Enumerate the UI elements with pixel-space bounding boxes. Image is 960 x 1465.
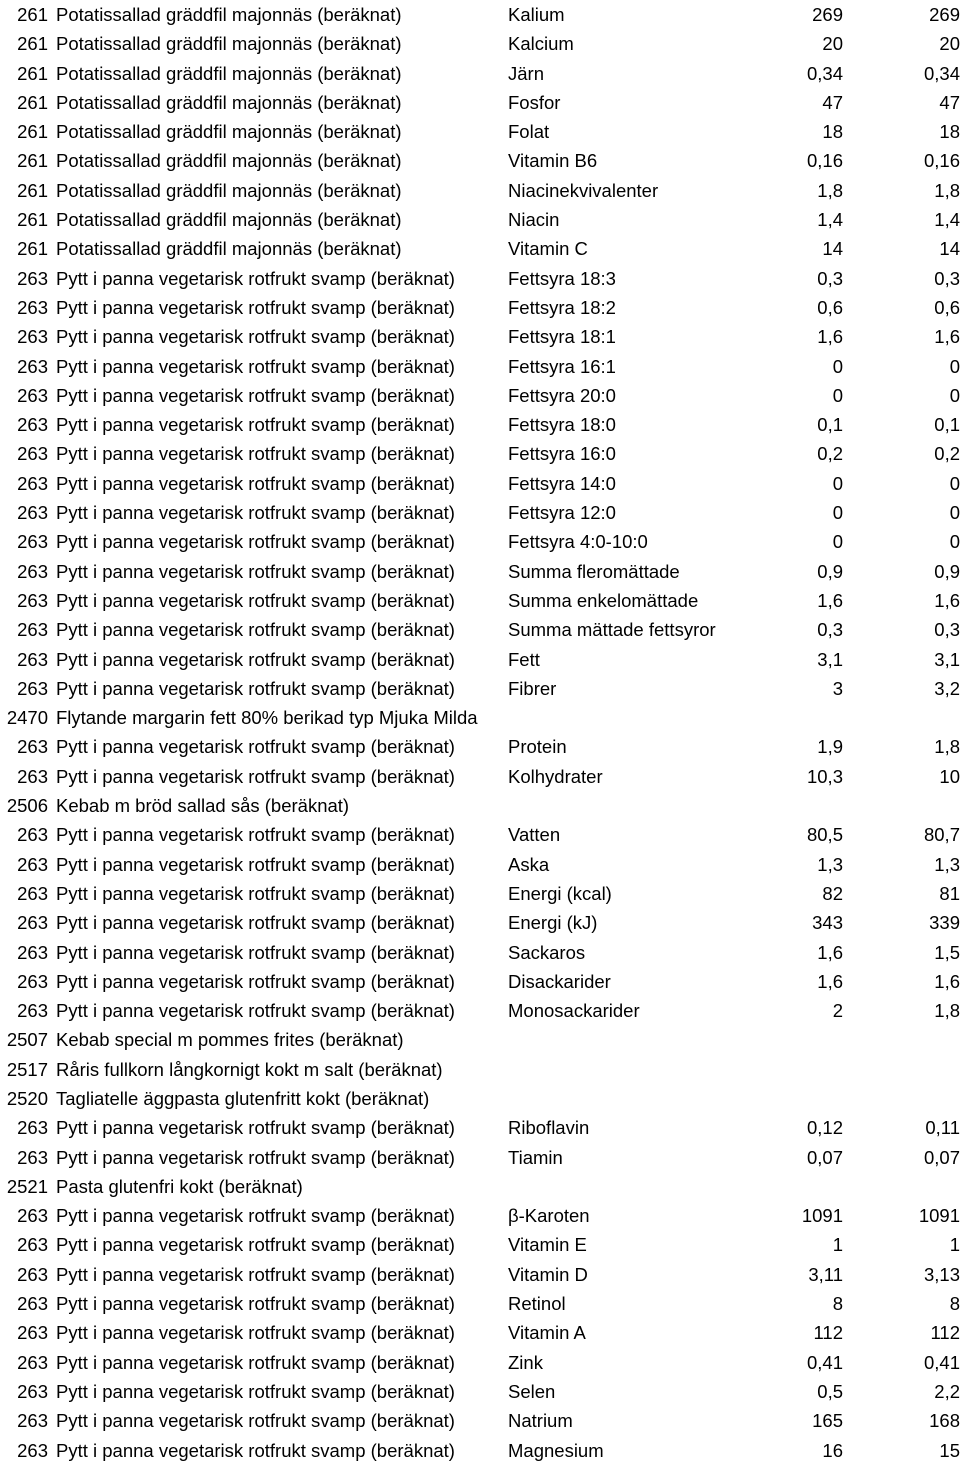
food-code-cell: 261 — [17, 150, 48, 172]
nutrient-name-cell: Vitamin B6 — [508, 150, 598, 172]
value-1-cell: 0,9 — [817, 560, 843, 582]
value-1-cell: 0 — [832, 384, 843, 406]
food-name-cell: Potatissallad gräddfil majonnäs (beräknat) — [56, 209, 402, 231]
value-2-cell: 0,07 — [923, 1146, 960, 1168]
value-2-cell: 3,1 — [934, 648, 960, 670]
food-code-cell: 263 — [17, 589, 48, 611]
food-code-cell: 261 — [17, 209, 48, 231]
table-row — [0, 322, 960, 351]
value-2-cell: 0 — [949, 502, 960, 524]
value-1-cell: 8 — [832, 1293, 843, 1315]
food-code-cell: 263 — [17, 414, 48, 436]
table-row — [0, 205, 960, 234]
value-1-cell: 112 — [813, 1322, 843, 1344]
value-1-cell: 0,12 — [806, 1117, 843, 1139]
value-2-cell: 3,2 — [934, 677, 960, 699]
value-2-cell: 1,8 — [934, 1000, 960, 1022]
table-row — [0, 1055, 960, 1084]
food-code-cell: 263 — [17, 1410, 48, 1432]
food-code-cell: 263 — [17, 1322, 48, 1344]
table-row — [0, 439, 960, 468]
value-1-cell: 165 — [812, 1410, 843, 1432]
value-1-cell: 82 — [822, 882, 843, 904]
value-2-cell: 0,11 — [925, 1117, 960, 1139]
table-row — [0, 410, 960, 439]
food-name-cell: Råris fullkorn långkornigt kokt m salt (beräknat) — [56, 1058, 443, 1080]
nutrient-name-cell: Fett — [508, 648, 540, 670]
food-name-cell: Pytt i panna vegetarisk rotfrukt svamp (beräknat) — [56, 1380, 455, 1402]
value-1-cell: 1,3 — [817, 853, 843, 875]
food-code-cell: 263 — [17, 882, 48, 904]
value-1-cell: 0,6 — [817, 296, 843, 318]
value-2-cell: 1,6 — [934, 326, 960, 348]
value-1-cell: 1,6 — [817, 970, 843, 992]
nutrient-name-cell: Fettsyra 16:1 — [508, 355, 616, 377]
table-row — [0, 1172, 960, 1201]
value-1-cell: 2 — [832, 1000, 843, 1022]
food-code-cell: 263 — [17, 677, 48, 699]
value-2-cell: 18 — [939, 121, 960, 143]
nutrient-name-cell: Natrium — [508, 1410, 573, 1432]
value-1-cell: 16 — [822, 1439, 843, 1461]
table-row — [0, 234, 960, 263]
table-row — [0, 996, 960, 1025]
table-row — [0, 1406, 960, 1435]
food-name-cell: Pytt i panna vegetarisk rotfrukt svamp (beräknat) — [56, 912, 455, 934]
nutrient-name-cell: Disackarider — [508, 970, 611, 992]
nutrient-name-cell: Monosackarider — [508, 1000, 640, 1022]
food-name-cell: Pytt i panna vegetarisk rotfrukt svamp (beräknat) — [56, 1410, 455, 1432]
value-1-cell: 1,9 — [817, 736, 843, 758]
table-row — [0, 1289, 960, 1318]
food-name-cell: Potatissallad gräddfil majonnäs (beräknat) — [56, 4, 402, 25]
food-code-cell: 263 — [17, 1146, 48, 1168]
food-code-cell: 261 — [17, 121, 48, 143]
food-code-cell: 263 — [17, 736, 48, 758]
value-2-cell: 80,7 — [923, 824, 960, 846]
value-1-cell: 0 — [832, 502, 843, 524]
food-name-cell: Pytt i panna vegetarisk rotfrukt svamp (beräknat) — [56, 736, 455, 758]
value-1-cell: 1,6 — [817, 941, 843, 963]
value-2-cell: 0 — [949, 384, 960, 406]
value-1-cell: 0,5 — [817, 1380, 843, 1402]
nutrient-name-cell: Summa enkelomättade — [508, 589, 699, 611]
value-2-cell: 1091 — [918, 1205, 960, 1227]
value-2-cell: 1,3 — [934, 853, 960, 875]
food-name-cell: Pytt i panna vegetarisk rotfrukt svamp (beräknat) — [56, 765, 455, 787]
value-1-cell: 3,1 — [817, 648, 843, 670]
food-code-cell: 263 — [17, 1000, 48, 1022]
nutrient-name-cell: Fettsyra 18:0 — [508, 414, 616, 436]
nutrient-name-cell: Fettsyra 16:0 — [508, 443, 616, 465]
food-code-cell: 263 — [17, 1439, 48, 1461]
food-code-cell: 263 — [17, 1351, 48, 1373]
table-row — [0, 88, 960, 117]
value-2-cell: 10 — [939, 765, 960, 787]
food-code-cell: 263 — [17, 824, 48, 846]
nutrient-name-cell: Kolhydrater — [508, 765, 603, 787]
food-name-cell: Pytt i panna vegetarisk rotfrukt svamp (beräknat) — [56, 1439, 455, 1461]
food-name-cell: Pytt i panna vegetarisk rotfrukt svamp (beräknat) — [56, 472, 455, 494]
table-row — [0, 352, 960, 381]
food-name-cell: Pytt i panna vegetarisk rotfrukt svamp (beräknat) — [56, 882, 455, 904]
value-2-cell: 0,16 — [923, 150, 960, 172]
nutrient-name-cell: Kalium — [508, 4, 565, 25]
value-1-cell: 0,07 — [806, 1146, 843, 1168]
food-code-cell: 261 — [17, 91, 48, 113]
table-row — [0, 645, 960, 674]
nutrient-name-cell: Fettsyra 18:1 — [508, 326, 616, 348]
food-code-cell: 263 — [17, 560, 48, 582]
nutrient-name-cell: Vitamin D — [508, 1263, 588, 1285]
table-row — [0, 146, 960, 175]
value-1-cell: 0,34 — [806, 62, 843, 84]
table-row — [0, 703, 960, 732]
value-2-cell: 0 — [949, 472, 960, 494]
nutrient-name-cell: β-Karoten — [508, 1205, 590, 1227]
value-1-cell: 47 — [822, 91, 843, 113]
nutrient-name-cell: Kalcium — [508, 33, 574, 55]
food-name-cell: Potatissallad gräddfil majonnäs (beräknat) — [56, 238, 402, 260]
value-2-cell: 0 — [949, 531, 960, 553]
food-name-cell: Pytt i panna vegetarisk rotfrukt svamp (beräknat) — [56, 502, 455, 524]
nutrient-name-cell: Protein — [508, 736, 567, 758]
table-row — [0, 264, 960, 293]
nutrient-name-cell: Vitamin E — [508, 1234, 587, 1256]
food-name-cell: Potatissallad gräddfil majonnäs (beräknat) — [56, 62, 402, 84]
nutrient-name-cell: Folat — [508, 121, 550, 143]
value-2-cell: 1,6 — [934, 970, 960, 992]
food-name-cell: Pytt i panna vegetarisk rotfrukt svamp (beräknat) — [56, 1117, 455, 1139]
table-row — [0, 586, 960, 615]
value-1-cell: 80,5 — [806, 824, 843, 846]
food-name-cell: Potatissallad gräddfil majonnäs (beräknat) — [56, 91, 402, 113]
food-name-cell: Pytt i panna vegetarisk rotfrukt svamp (beräknat) — [56, 1322, 455, 1344]
food-code-cell: 263 — [17, 1380, 48, 1402]
food-code-cell: 263 — [17, 267, 48, 289]
value-2-cell: 1,4 — [934, 209, 960, 231]
food-code-cell: 263 — [17, 443, 48, 465]
value-2-cell: 2,2 — [934, 1380, 960, 1402]
food-code-cell: 261 — [17, 179, 48, 201]
table-row — [0, 0, 960, 29]
nutrient-name-cell: Fettsyra 12:0 — [508, 502, 616, 524]
table-row — [0, 615, 960, 644]
value-2-cell: 0,6 — [934, 296, 960, 318]
table-row — [0, 820, 960, 849]
table-row — [0, 527, 960, 556]
value-2-cell: 269 — [929, 4, 960, 25]
food-code-cell: 263 — [17, 326, 48, 348]
food-name-cell: Pytt i panna vegetarisk rotfrukt svamp (beräknat) — [56, 941, 455, 963]
food-code-cell: 2520 — [6, 1087, 48, 1109]
value-1-cell: 14 — [822, 238, 843, 260]
food-name-cell: Pytt i panna vegetarisk rotfrukt svamp (beräknat) — [56, 970, 455, 992]
food-name-cell: Pytt i panna vegetarisk rotfrukt svamp (beräknat) — [56, 824, 455, 846]
table-row — [0, 557, 960, 586]
table-row — [0, 1201, 960, 1230]
food-code-cell: 263 — [17, 1117, 48, 1139]
value-1-cell: 343 — [812, 912, 843, 934]
value-1-cell: 0,3 — [817, 267, 843, 289]
value-2-cell: 1,8 — [934, 736, 960, 758]
nutrient-name-cell: Energi (kJ) — [508, 912, 598, 934]
table-row — [0, 1025, 960, 1054]
nutrient-name-cell: Fettsyra 20:0 — [508, 384, 616, 406]
value-2-cell: 0,41 — [923, 1351, 960, 1373]
nutrient-name-cell: Magnesium — [508, 1439, 604, 1461]
table-row — [0, 498, 960, 527]
food-code-cell: 2517 — [6, 1058, 48, 1080]
nutrient-name-cell: Niacinekvivalenter — [508, 179, 659, 201]
table-row — [0, 1143, 960, 1172]
food-name-cell: Flytande margarin fett 80% berikad typ Mjuka Milda — [56, 707, 478, 729]
value-2-cell: 339 — [929, 912, 960, 934]
food-name-cell: Pytt i panna vegetarisk rotfrukt svamp (beräknat) — [56, 1263, 455, 1285]
value-1-cell: 1091 — [801, 1205, 843, 1227]
value-1-cell: 20 — [822, 33, 843, 55]
table-row — [0, 1318, 960, 1347]
food-code-cell: 263 — [17, 355, 48, 377]
value-2-cell: 1 — [949, 1234, 960, 1256]
nutrient-name-cell: Energi (kcal) — [508, 882, 612, 904]
value-1-cell: 0,1 — [817, 414, 843, 436]
food-name-cell: Pytt i panna vegetarisk rotfrukt svamp (beräknat) — [56, 296, 455, 318]
table-row — [0, 176, 960, 205]
value-2-cell: 20 — [939, 33, 960, 55]
value-2-cell: 0,3 — [934, 619, 960, 641]
food-name-cell: Pytt i panna vegetarisk rotfrukt svamp (beräknat) — [56, 677, 455, 699]
nutrient-name-cell: Aska — [508, 853, 550, 875]
food-code-cell: 261 — [17, 4, 48, 25]
nutrient-name-cell: Summa mättade fettsyror — [508, 619, 716, 641]
nutrient-name-cell: Zink — [508, 1351, 543, 1373]
table-row — [0, 469, 960, 498]
table-row — [0, 1348, 960, 1377]
value-2-cell: 0,3 — [934, 267, 960, 289]
food-code-cell: 263 — [17, 1263, 48, 1285]
value-2-cell: 1,8 — [934, 179, 960, 201]
food-name-cell: Potatissallad gräddfil majonnäs (beräknat) — [56, 150, 402, 172]
value-2-cell: 0 — [949, 355, 960, 377]
table-row — [0, 1084, 960, 1113]
food-code-cell: 263 — [17, 648, 48, 670]
nutrient-name-cell: Fettsyra 18:3 — [508, 267, 616, 289]
food-name-cell: Pasta glutenfri kokt (beräknat) — [56, 1175, 303, 1197]
food-name-cell: Pytt i panna vegetarisk rotfrukt svamp (beräknat) — [56, 1234, 455, 1256]
food-code-cell: 263 — [17, 296, 48, 318]
value-2-cell: 1,6 — [934, 589, 960, 611]
table-row — [0, 293, 960, 322]
value-1-cell: 1 — [832, 1234, 843, 1256]
value-1-cell: 3 — [832, 677, 843, 699]
table-row — [0, 29, 960, 58]
value-2-cell: 1,5 — [934, 941, 960, 963]
value-2-cell: 14 — [939, 238, 960, 260]
food-name-cell: Pytt i panna vegetarisk rotfrukt svamp (beräknat) — [56, 443, 455, 465]
food-code-cell: 263 — [17, 619, 48, 641]
food-name-cell: Potatissallad gräddfil majonnäs (beräknat) — [56, 33, 402, 55]
food-name-cell: Pytt i panna vegetarisk rotfrukt svamp (beräknat) — [56, 560, 455, 582]
table-row — [0, 791, 960, 820]
value-1-cell: 1,6 — [817, 326, 843, 348]
nutrient-name-cell: Fettsyra 4:0-10:0 — [508, 531, 648, 553]
food-name-cell: Pytt i panna vegetarisk rotfrukt svamp (beräknat) — [56, 619, 455, 641]
table-row — [0, 1230, 960, 1259]
food-name-cell: Pytt i panna vegetarisk rotfrukt svamp (beräknat) — [56, 1205, 455, 1227]
food-name-cell: Pytt i panna vegetarisk rotfrukt svamp (beräknat) — [56, 355, 455, 377]
value-1-cell: 0,16 — [806, 150, 843, 172]
table-row — [0, 1436, 960, 1465]
value-1-cell: 18 — [822, 121, 843, 143]
nutrient-name-cell: Riboflavin — [508, 1117, 590, 1139]
nutrient-name-cell: Selen — [508, 1380, 556, 1402]
nutrient-name-cell: Järn — [508, 62, 544, 84]
table-row — [0, 879, 960, 908]
table-row — [0, 762, 960, 791]
value-2-cell: 47 — [939, 91, 960, 113]
food-name-cell: Potatissallad gräddfil majonnäs (beräknat) — [56, 121, 402, 143]
food-code-cell: 263 — [17, 531, 48, 553]
value-2-cell: 168 — [929, 1410, 960, 1432]
table-row — [0, 1113, 960, 1142]
food-name-cell: Pytt i panna vegetarisk rotfrukt svamp (beräknat) — [56, 326, 455, 348]
value-1-cell: 1,8 — [817, 179, 843, 201]
food-code-cell: 2507 — [6, 1029, 48, 1051]
value-2-cell: 8 — [949, 1293, 960, 1315]
food-name-cell: Pytt i panna vegetarisk rotfrukt svamp (beräknat) — [56, 589, 455, 611]
value-1-cell: 0 — [832, 531, 843, 553]
value-1-cell: 0 — [832, 355, 843, 377]
nutrient-name-cell: Summa fleromättade — [508, 560, 680, 582]
value-2-cell: 112 — [930, 1322, 960, 1344]
value-2-cell: 0,1 — [934, 414, 960, 436]
food-name-cell: Pytt i panna vegetarisk rotfrukt svamp (beräknat) — [56, 414, 455, 436]
food-code-cell: 263 — [17, 472, 48, 494]
table-row — [0, 908, 960, 937]
nutrient-name-cell: Retinol — [508, 1293, 566, 1315]
table-row — [0, 967, 960, 996]
table-row — [0, 850, 960, 879]
table-row — [0, 1377, 960, 1406]
table-row — [0, 674, 960, 703]
food-code-cell: 261 — [17, 238, 48, 260]
table-row — [0, 381, 960, 410]
value-1-cell: 1,6 — [817, 589, 843, 611]
value-1-cell: 0,41 — [806, 1351, 843, 1373]
food-name-cell: Pytt i panna vegetarisk rotfrukt svamp (beräknat) — [56, 1293, 455, 1315]
value-1-cell: 0 — [832, 472, 843, 494]
food-code-cell: 263 — [17, 1205, 48, 1227]
nutrient-name-cell: Vitamin C — [508, 238, 588, 260]
table-row — [0, 117, 960, 146]
food-code-cell: 263 — [17, 970, 48, 992]
value-2-cell: 15 — [939, 1439, 960, 1461]
food-name-cell: Pytt i panna vegetarisk rotfrukt svamp (beräknat) — [56, 1351, 455, 1373]
table-row — [0, 1260, 960, 1289]
value-2-cell: 3,13 — [923, 1263, 960, 1285]
value-1-cell: 0,3 — [817, 619, 843, 641]
food-name-cell: Pytt i panna vegetarisk rotfrukt svamp (beräknat) — [56, 1000, 455, 1022]
nutrient-name-cell: Fettsyra 14:0 — [508, 472, 616, 494]
food-code-cell: 261 — [17, 33, 48, 55]
nutrient-name-cell: Vitamin A — [508, 1322, 586, 1344]
value-2-cell: 81 — [939, 882, 960, 904]
food-name-cell: Tagliatelle äggpasta glutenfritt kokt (beräknat) — [56, 1087, 430, 1109]
value-2-cell: 0,9 — [934, 560, 960, 582]
food-code-cell: 263 — [17, 1293, 48, 1315]
table-row — [0, 938, 960, 967]
nutrient-name-cell: Fettsyra 18:2 — [508, 296, 616, 318]
food-code-cell: 2521 — [6, 1175, 48, 1197]
table-row — [0, 732, 960, 761]
nutrient-name-cell: Fosfor — [508, 91, 561, 113]
nutrient-name-cell: Fibrer — [508, 677, 557, 699]
value-2-cell: 0,2 — [934, 443, 960, 465]
food-name-cell: Kebab special m pommes frites (beräknat) — [56, 1029, 404, 1051]
food-code-cell: 263 — [17, 1234, 48, 1256]
food-name-cell: Pytt i panna vegetarisk rotfrukt svamp (beräknat) — [56, 384, 455, 406]
food-code-cell: 263 — [17, 941, 48, 963]
food-code-cell: 2470 — [6, 707, 48, 729]
food-name-cell: Pytt i panna vegetarisk rotfrukt svamp (beräknat) — [56, 531, 455, 553]
food-code-cell: 2506 — [6, 795, 48, 817]
nutrient-name-cell: Tiamin — [508, 1146, 563, 1168]
food-code-cell: 263 — [17, 502, 48, 524]
value-1-cell: 0,2 — [817, 443, 843, 465]
food-name-cell: Pytt i panna vegetarisk rotfrukt svamp (beräknat) — [56, 853, 455, 875]
food-code-cell: 263 — [17, 912, 48, 934]
food-code-cell: 261 — [17, 62, 48, 84]
food-name-cell: Pytt i panna vegetarisk rotfrukt svamp (beräknat) — [56, 648, 455, 670]
food-name-cell: Pytt i panna vegetarisk rotfrukt svamp (beräknat) — [56, 267, 455, 289]
value-1-cell: 3,11 — [808, 1263, 843, 1285]
nutrient-name-cell: Sackaros — [508, 941, 586, 963]
value-1-cell: 269 — [812, 4, 843, 25]
value-1-cell: 1,4 — [817, 209, 843, 231]
food-code-cell: 263 — [17, 765, 48, 787]
food-name-cell: Kebab m bröd sallad sås (beräknat) — [56, 795, 350, 817]
food-name-cell: Pytt i panna vegetarisk rotfrukt svamp (beräknat) — [56, 1146, 455, 1168]
food-code-cell: 263 — [17, 853, 48, 875]
food-code-cell: 263 — [17, 384, 48, 406]
nutrient-name-cell: Vatten — [508, 824, 561, 846]
food-name-cell: Potatissallad gräddfil majonnäs (beräknat) — [56, 179, 402, 201]
table-row — [0, 59, 960, 88]
nutrient-name-cell: Niacin — [508, 209, 560, 231]
value-1-cell: 10,3 — [806, 765, 843, 787]
value-2-cell: 0,34 — [923, 62, 960, 84]
